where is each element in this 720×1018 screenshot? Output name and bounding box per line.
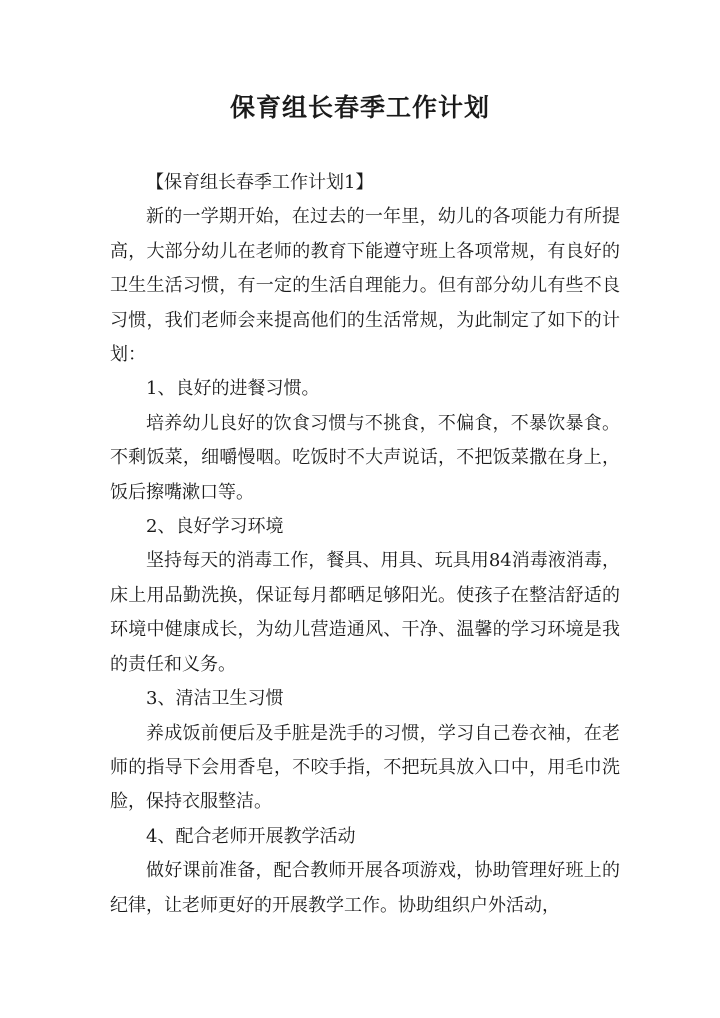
item-heading-4: 4、配合老师开展教学活动 bbox=[146, 825, 356, 847]
item-paragraph-2: 坚持每天的消毒工作，餐具、用具、玩具用84消毒液消毒，床上用品勤洗换，保证每月都晒足够阳光。使孩子在整洁舒适的环境中健康成长，为幼儿营造通风、干净、温馨的学习环境是我的责任和义务。 bbox=[110, 550, 620, 675]
item-paragraph-3: 养成饭前便后及手脏是洗手的习惯，学习自己卷衣袖，在老师的指导下会用香皂，不咬手指，不把玩具放入口中，用毛巾洗脸，保持衣服整洁。 bbox=[110, 722, 620, 813]
item-heading-1: 1、良好的进餐习惯。 bbox=[146, 378, 320, 400]
item-heading-2: 2、良好学习环境 bbox=[146, 516, 284, 538]
document-title: 保育组长春季工作计划 bbox=[229, 93, 490, 122]
item-paragraph-4: 做好课前准备，配合教师开展各项游戏，协助管理好班上的纪律，让老师更好的开展教学工作。协助组织户外活动， bbox=[110, 860, 620, 916]
intro-paragraph: 新的一学期开始，在过去的一年里，幼儿的各项能力有所提高，大部分幼儿在老师的教育下能遵守班上各项常规，有良好的卫生生活习惯，有一定的生活自理能力。但有部分幼儿有些不良习惯，我们老师会来提高他们的生活常规，为此制定了如下的计划： bbox=[110, 206, 620, 366]
section-heading: 【保育组长春季工作计划1】 bbox=[146, 172, 374, 193]
item-paragraph-1: 培养幼儿良好的饮食习惯与不挑食，不偏食，不暴饮暴食。不剩饭菜，细嚼慢咽。吃饭时不大声说话，不把饭菜撒在身上，饭后擦嘴漱口等。 bbox=[110, 412, 620, 503]
document-body bbox=[110, 166, 620, 923]
item-heading-3: 3、清洁卫生习惯 bbox=[146, 688, 284, 710]
